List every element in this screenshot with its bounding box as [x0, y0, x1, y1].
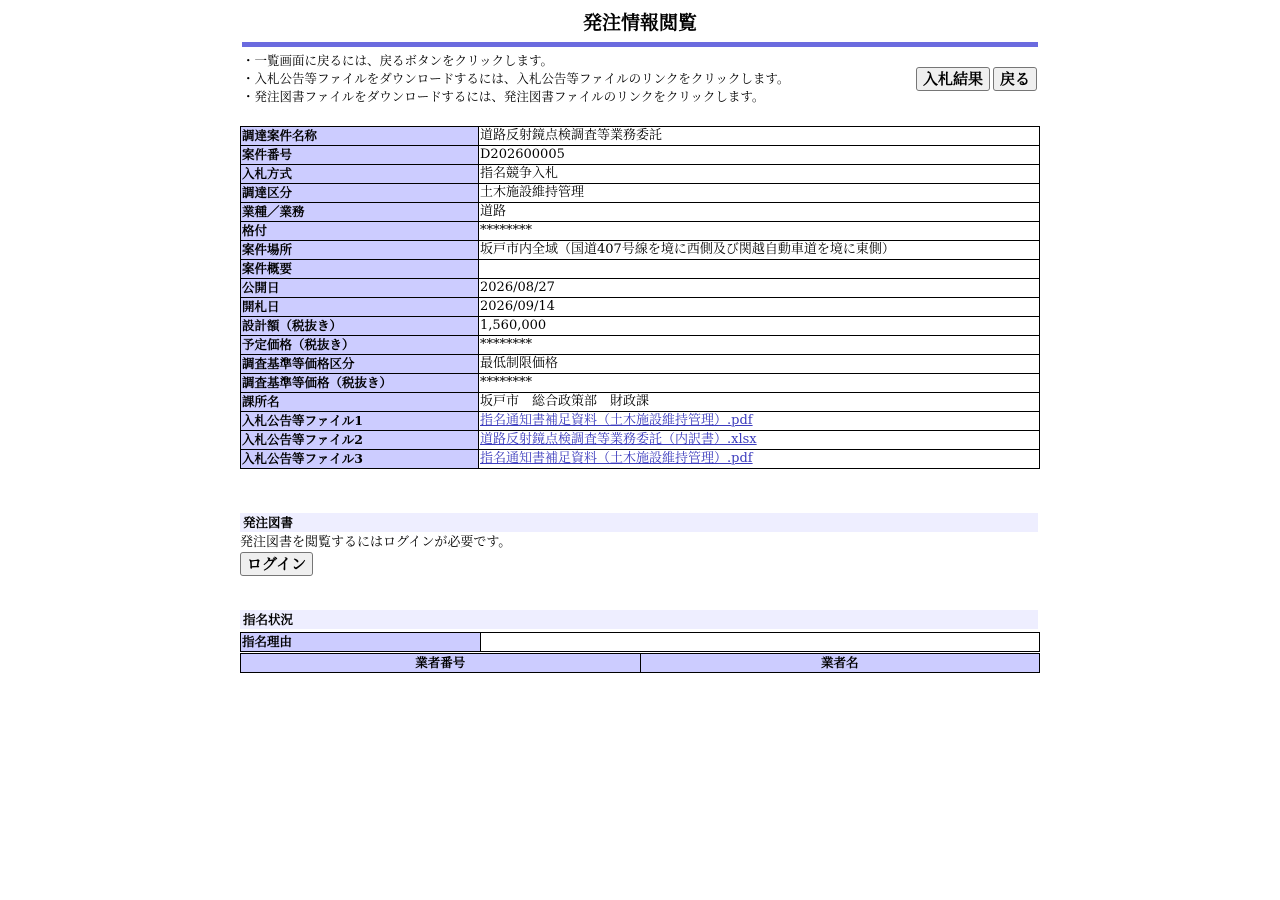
table-row — [241, 393, 1040, 412]
instruction-line-bid-files: ・入札公告等ファイルをダウンロードするには、入札公告等ファイルのリンクをクリックします。 — [242, 71, 790, 86]
detail-value: ******** — [479, 374, 1040, 393]
table-row — [241, 127, 1040, 146]
detail-label: 設計額（税抜き） — [241, 317, 479, 336]
file-label: 入札公告等ファイル2 — [241, 431, 479, 450]
detail-value: 坂戸市 総合政策部 財政課 — [479, 393, 1040, 412]
detail-value: 坂戸市内全域（国道407号線を境に西側及び関越自動車道を境に東側） — [479, 241, 1040, 260]
table-row — [241, 336, 1040, 355]
detail-label: 調査基準等価格（税抜き） — [241, 374, 479, 393]
table-row — [241, 184, 1040, 203]
detail-label: 格付 — [241, 222, 479, 241]
detail-value: 道路反射鏡点検調査等業務委託 — [479, 127, 1040, 146]
login-required-message: 発注図書を閲覧するにはログインが必要です。 — [240, 535, 512, 550]
detail-label: 公開日 — [241, 279, 479, 298]
login-button[interactable]: ログイン — [240, 552, 313, 576]
bid-result-button[interactable]: 入札結果 — [916, 67, 990, 91]
detail-value: 最低制限価格 — [479, 355, 1040, 374]
detail-value: 土木施設維持管理 — [479, 184, 1040, 203]
file-label: 入札公告等ファイル3 — [241, 450, 479, 469]
file-label: 入札公告等ファイル1 — [241, 412, 479, 431]
detail-value: 道路 — [479, 203, 1040, 222]
instruction-line-order-files: ・発注図書ファイルをダウンロードするには、発注図書ファイルのリンクをクリックします。 — [242, 89, 765, 104]
top-buttons — [916, 67, 1037, 91]
table-row — [241, 279, 1040, 298]
detail-label: 調査基準等価格区分 — [241, 355, 479, 374]
title-underline — [242, 42, 1038, 47]
file-cell — [479, 412, 1040, 431]
bid-file-2-link[interactable]: 道路反射鏡点検調査等業務委託（内訳書）.xlsx — [480, 432, 757, 447]
vendor-table — [240, 653, 1040, 673]
detail-value: 1,560,000 — [479, 317, 1040, 336]
instruction-line-back: ・一覧画面に戻るには、戻るボタンをクリックします。 — [242, 53, 554, 68]
detail-value: ******** — [479, 336, 1040, 355]
column-vendor-number: 業者番号 — [241, 654, 641, 673]
table-row — [241, 241, 1040, 260]
detail-label: 調達区分 — [241, 184, 479, 203]
detail-label: 調達案件名称 — [241, 127, 479, 146]
table-row — [241, 412, 1040, 431]
table-row — [241, 298, 1040, 317]
table-row — [241, 260, 1040, 279]
table-row — [241, 355, 1040, 374]
detail-value: 2026/09/14 — [479, 298, 1040, 317]
detail-label: 案件番号 — [241, 146, 479, 165]
detail-value: 2026/08/27 — [479, 279, 1040, 298]
table-row — [241, 450, 1040, 469]
table-row — [241, 374, 1040, 393]
detail-label: 開札日 — [241, 298, 479, 317]
table-row — [241, 203, 1040, 222]
table-header-row — [241, 654, 1040, 673]
nomination-reason-label: 指名理由 — [241, 633, 481, 652]
page-title: 発注情報閲覧 — [582, 12, 697, 34]
nomination-header: 指名状況 — [240, 610, 1038, 629]
detail-value — [479, 260, 1040, 279]
table-row — [241, 633, 1040, 652]
table-row — [241, 165, 1040, 184]
detail-label: 予定価格（税抜き） — [241, 336, 479, 355]
nomination-reason-table — [240, 632, 1040, 652]
table-row — [241, 222, 1040, 241]
order-docs-header: 発注図書 — [240, 513, 1038, 532]
nomination-reason-value — [481, 633, 1040, 652]
column-vendor-name: 業者名 — [640, 654, 1040, 673]
order-details-table — [240, 126, 1040, 469]
table-row — [241, 317, 1040, 336]
bid-file-3-link[interactable]: 指名通知書補足資料（土木施設維持管理）.pdf — [480, 451, 753, 466]
table-row — [241, 146, 1040, 165]
detail-label: 課所名 — [241, 393, 479, 412]
file-cell — [479, 450, 1040, 469]
detail-value: D202600005 — [479, 146, 1040, 165]
detail-label: 入札方式 — [241, 165, 479, 184]
detail-label: 案件場所 — [241, 241, 479, 260]
instructions — [242, 52, 882, 106]
back-button[interactable]: 戻る — [993, 67, 1037, 91]
file-cell — [479, 431, 1040, 450]
table-row — [241, 431, 1040, 450]
detail-value: 指名競争入札 — [479, 165, 1040, 184]
detail-label: 案件概要 — [241, 260, 479, 279]
detail-value: ******** — [479, 222, 1040, 241]
bid-file-1-link[interactable]: 指名通知書補足資料（土木施設維持管理）.pdf — [480, 413, 753, 428]
detail-label: 業種／業務 — [241, 203, 479, 222]
